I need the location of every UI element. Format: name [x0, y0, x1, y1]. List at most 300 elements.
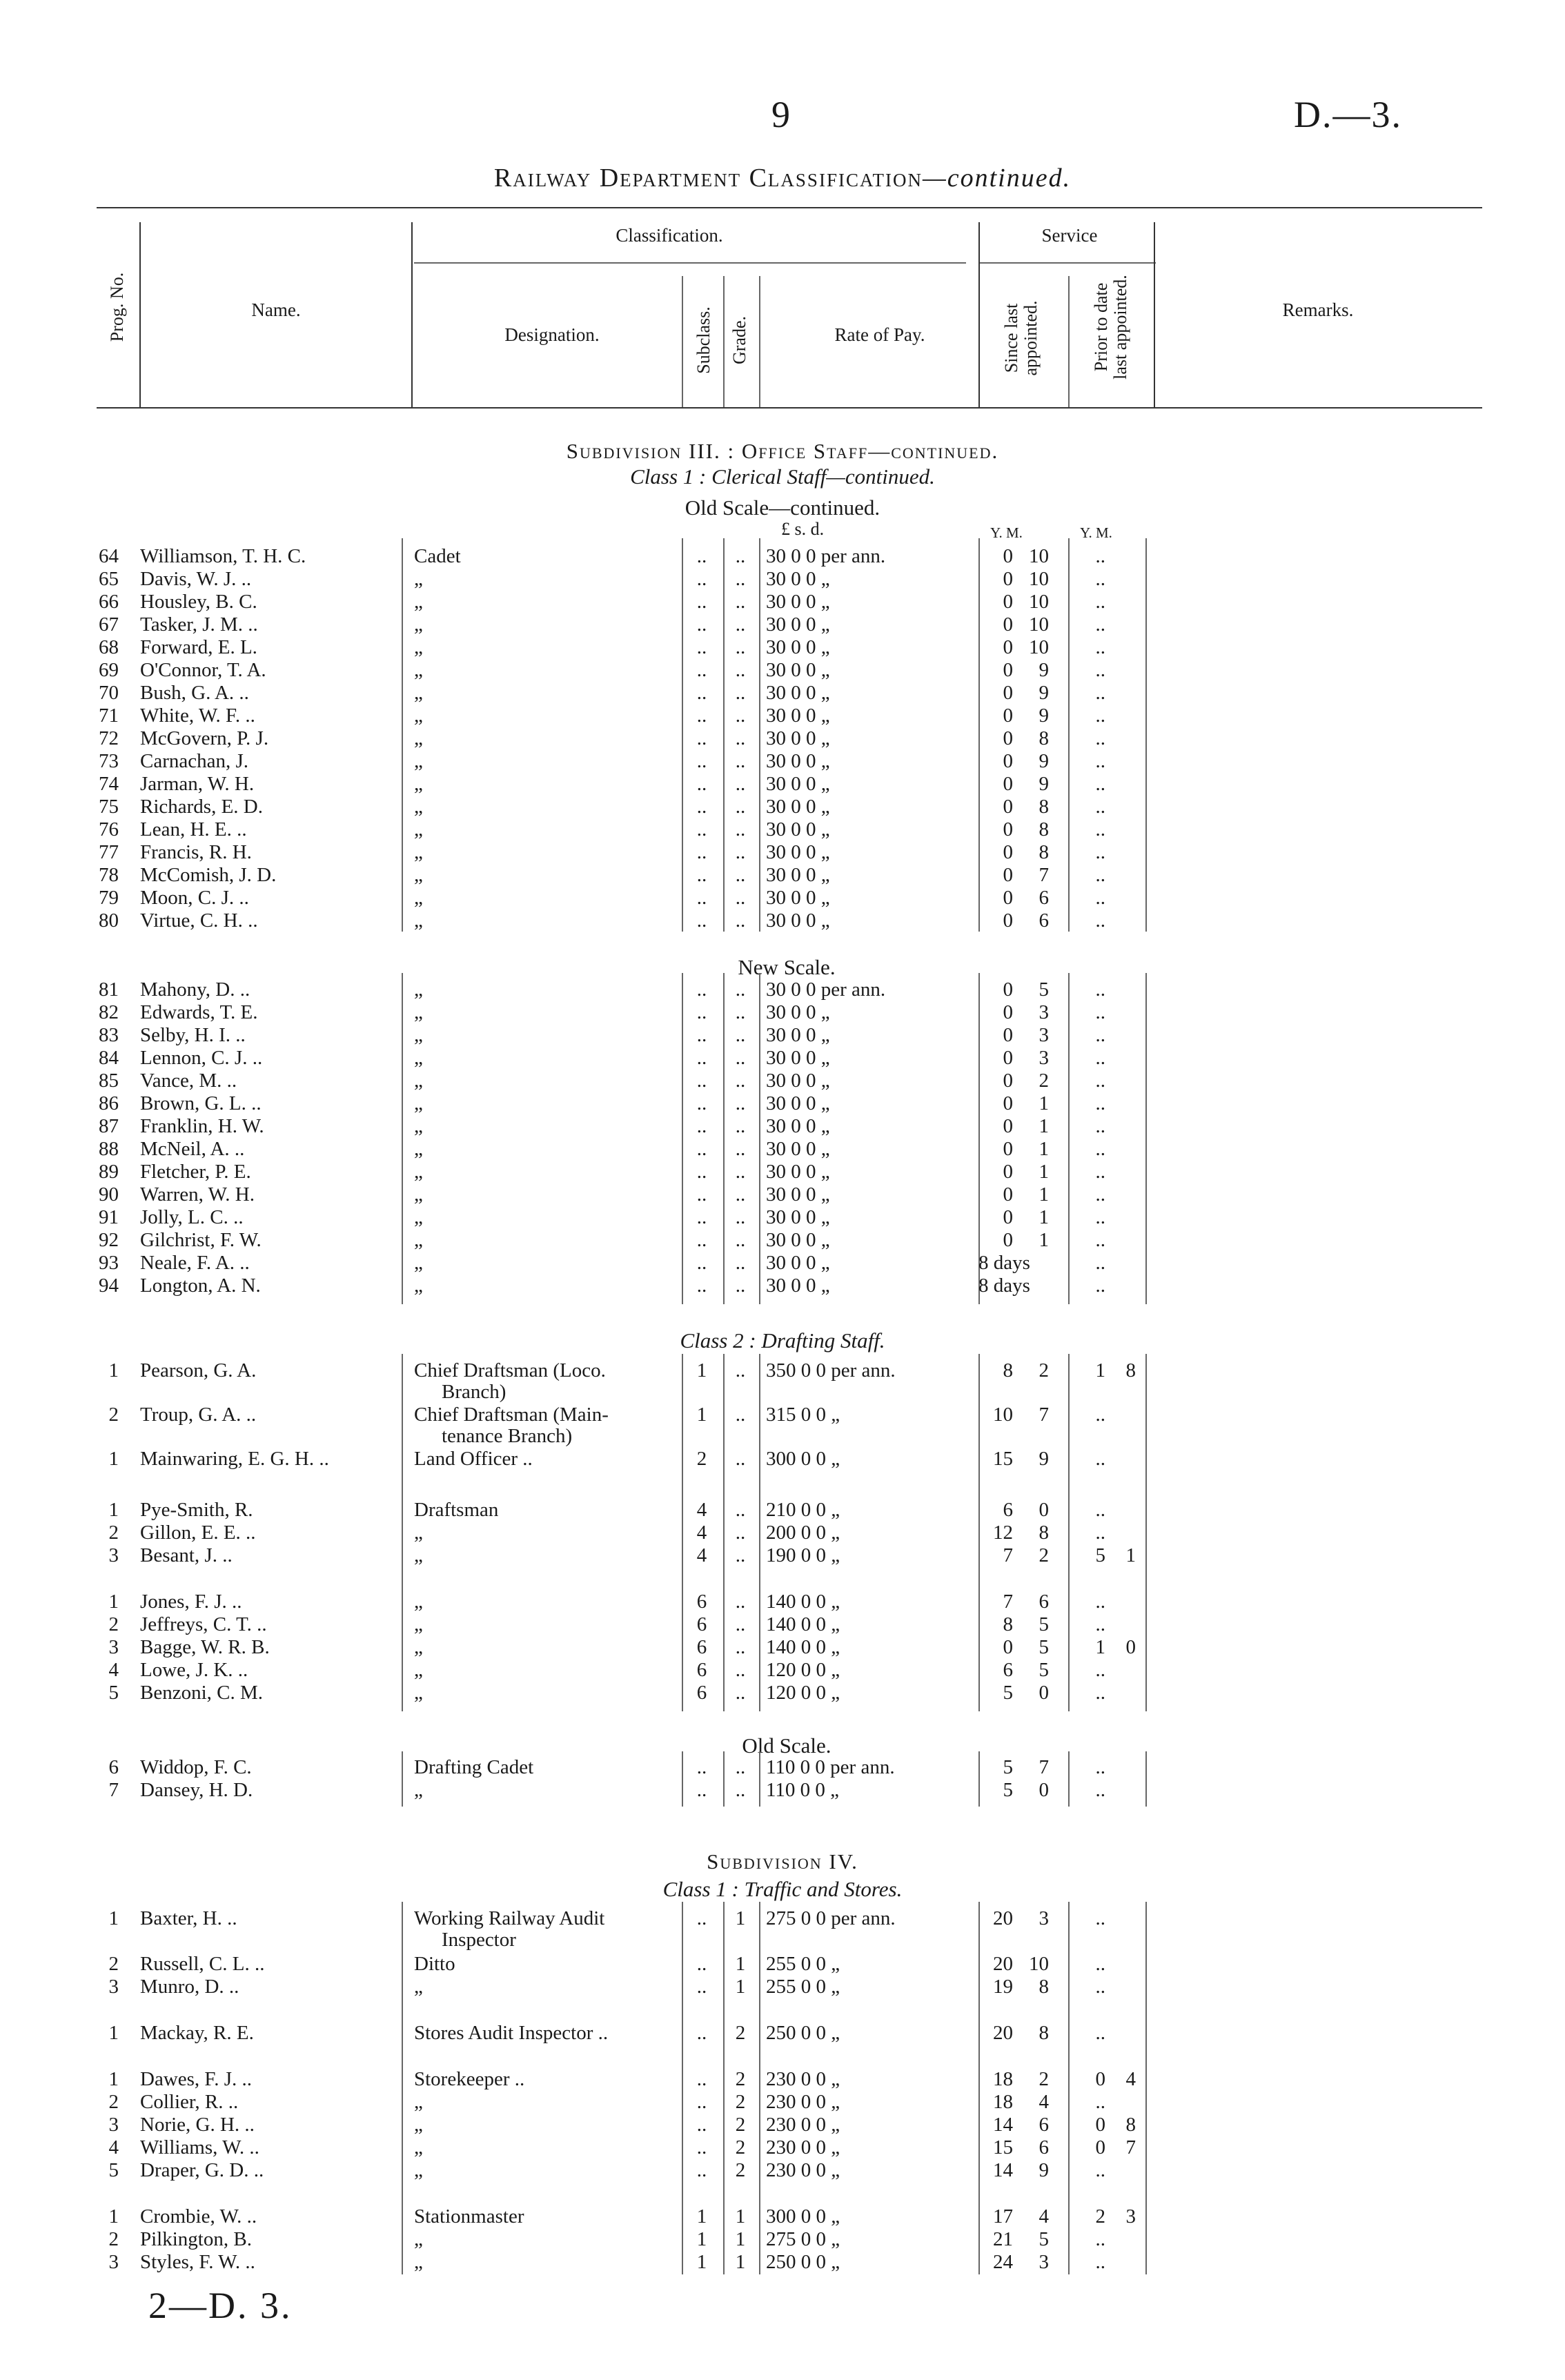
cell-name: Dawes, F. J. .. — [140, 2068, 253, 2090]
cell-name: Williams, W. .. — [140, 2136, 259, 2158]
cell-grade: .. — [735, 1138, 746, 1160]
col-rule-subclass — [682, 276, 683, 407]
cell-y: 14 — [993, 2159, 1013, 2181]
cell-pay: 275 0 0 per ann. — [766, 1907, 896, 1929]
cell-y: 14 — [993, 2114, 1013, 2136]
cell-no: 86 — [99, 1092, 119, 1114]
header-remarks: Remarks. — [1282, 299, 1354, 320]
document-reference: D.—3. — [1294, 94, 1402, 135]
cell-y: 12 — [993, 1522, 1013, 1544]
cell-desig: „ — [414, 1092, 423, 1114]
cell-m: 6 — [1039, 909, 1049, 932]
old-scale-heading: Old Scale. — [742, 1733, 831, 1758]
cell-py: .. — [1095, 1448, 1105, 1470]
cell-y: 8 — [1003, 1359, 1013, 1381]
cell-no: 1 — [108, 1591, 119, 1613]
cell-desig: „ — [414, 1636, 423, 1658]
cell-y: 0 — [1003, 1070, 1013, 1092]
cell-py: .. — [1095, 864, 1105, 886]
title-suffix: —continued. — [922, 164, 1072, 193]
cell-grade: .. — [735, 1161, 746, 1183]
cell-pay: 30 0 0 „ — [766, 1229, 830, 1251]
header-prior-to-date: Prior to date last appointed. — [1091, 275, 1130, 380]
cell-py: 5 — [1095, 1544, 1105, 1566]
cell-sub: .. — [696, 2068, 707, 2090]
cell-grade: .. — [735, 1404, 746, 1426]
cell-sub: 2 — [696, 1448, 707, 1470]
cell-name: Besant, J. .. — [140, 1544, 233, 1566]
cell-no: 7 — [108, 1779, 119, 1801]
cell-no: 89 — [99, 1161, 119, 1183]
cell-m: 3 — [1039, 1907, 1049, 1929]
cell-desig: Cadet — [414, 545, 461, 567]
cell-m: 6 — [1039, 2114, 1049, 2136]
cell-name: Jolly, L. C. .. — [140, 1206, 244, 1228]
header-bottom-rule — [97, 407, 1482, 409]
cell-desig: Drafting Cadet — [414, 1756, 534, 1778]
cell-no: 3 — [108, 2114, 119, 2136]
cell-py: .. — [1095, 636, 1105, 658]
cell-desig: „ — [414, 613, 423, 636]
cell-desig: „ — [414, 1779, 423, 1801]
cell-pay: 300 0 0 „ — [766, 2205, 840, 2227]
cell-desig-continued: Inspector — [442, 1929, 516, 1951]
cell-no: 1 — [108, 1359, 119, 1381]
cell-sub: .. — [696, 591, 707, 613]
cell-py: .. — [1095, 2228, 1105, 2250]
cell-grade: .. — [735, 773, 746, 795]
cell-m: 0 — [1039, 1499, 1049, 1521]
cell-sub: .. — [696, 796, 707, 818]
new-scale-heading: New Scale. — [738, 955, 836, 979]
cell-name: Brown, G. L. .. — [140, 1092, 262, 1114]
cell-y: 0 — [1003, 887, 1013, 909]
cell-m: 7 — [1039, 864, 1049, 886]
cell-grade: 1 — [735, 2251, 746, 2273]
cell-py: .. — [1095, 978, 1105, 1001]
cell-grade: .. — [735, 1659, 746, 1681]
table-row — [0, 1161, 1565, 1183]
table-row — [0, 1522, 1565, 1544]
cell-grade: .. — [735, 750, 746, 772]
cell-pay: 30 0 0 „ — [766, 636, 830, 658]
cell-y: 0 — [1003, 773, 1013, 795]
cell-grade: .. — [735, 591, 746, 613]
cell-no: 83 — [99, 1024, 119, 1046]
cell-name: Gilchrist, F. W. — [140, 1229, 262, 1251]
cell-py: 2 — [1095, 2205, 1105, 2227]
cell-grade: .. — [735, 1001, 746, 1023]
cell-pay: 30 0 0 „ — [766, 909, 830, 932]
table-row — [0, 796, 1565, 818]
cell-name: Pilkington, B. — [140, 2228, 252, 2250]
table-row — [0, 2068, 1565, 2091]
cell-desig: „ — [414, 705, 423, 727]
cell-desig: „ — [414, 636, 423, 658]
table-row — [0, 2022, 1565, 2045]
table-row — [0, 1682, 1565, 1704]
cell-sub: .. — [696, 1138, 707, 1160]
cell-py: 0 — [1095, 2068, 1105, 2090]
cell-name: Collier, R. .. — [140, 2091, 239, 2113]
cell-m: 10 — [1029, 1953, 1049, 1975]
cell-pay: 30 0 0 „ — [766, 1024, 830, 1046]
header-name: Name. — [251, 299, 301, 320]
page-number: 9 — [771, 94, 790, 135]
col-rule-remarks — [1154, 222, 1155, 407]
cell-pay: 255 0 0 „ — [766, 1976, 840, 1998]
cell-no: 2 — [108, 1613, 119, 1635]
cell-pay: 30 0 0 „ — [766, 613, 830, 636]
cell-grade: .. — [735, 1544, 746, 1566]
cell-name: Jeffreys, C. T. .. — [140, 1613, 267, 1635]
cell-py: .. — [1095, 909, 1105, 932]
cell-pay: 30 0 0 „ — [766, 841, 830, 863]
table-row — [0, 545, 1565, 568]
table-row — [0, 1756, 1565, 1779]
cell-sub: .. — [696, 659, 707, 681]
cell-y: 0 — [1003, 978, 1013, 1001]
cell-y: 6 — [1003, 1499, 1013, 1521]
old-scale-continued-heading: Old Scale—continued. — [685, 495, 880, 520]
cell-pay: 250 0 0 „ — [766, 2251, 840, 2273]
cell-sub: .. — [696, 978, 707, 1001]
cell-grade: 2 — [735, 2159, 746, 2181]
cell-sub: 1 — [696, 2205, 707, 2227]
table-row — [0, 1229, 1565, 1252]
cell-py: .. — [1095, 887, 1105, 909]
cell-sub: .. — [696, 773, 707, 795]
table-row — [0, 1138, 1565, 1161]
cell-sub: .. — [696, 1229, 707, 1251]
cell-grade: 1 — [735, 2228, 746, 2250]
cell-sub: .. — [696, 1953, 707, 1975]
cell-no: 3 — [108, 1544, 119, 1566]
cell-desig-continued: tenance Branch) — [442, 1425, 573, 1447]
cell-py: .. — [1095, 1252, 1105, 1274]
cell-m: 1 — [1039, 1206, 1049, 1228]
cell-desig: „ — [414, 818, 423, 840]
col-rule-pay — [759, 276, 760, 407]
cell-sub: .. — [696, 1907, 707, 1929]
cell-desig: „ — [414, 1591, 423, 1613]
cell-py: .. — [1095, 818, 1105, 840]
cell-sub: .. — [696, 2136, 707, 2158]
cell-pay: 210 0 0 „ — [766, 1499, 840, 1521]
cell-no: 3 — [108, 1636, 119, 1658]
cell-py: 1 — [1095, 1359, 1105, 1381]
cell-grade: .. — [735, 682, 746, 704]
cell-m: 10 — [1029, 568, 1049, 590]
table-row — [0, 1907, 1565, 1930]
cell-grade: .. — [735, 568, 746, 590]
cell-pay: 30 0 0 „ — [766, 1115, 830, 1137]
cell-y: 20 — [993, 1953, 1013, 1975]
cell-pay: 30 0 0 „ — [766, 1275, 830, 1297]
cell-py: .. — [1095, 1591, 1105, 1613]
cell-grade: 1 — [735, 1953, 746, 1975]
cell-no: 4 — [108, 1659, 119, 1681]
cell-sub: .. — [696, 1024, 707, 1046]
cell-no: 2 — [108, 2091, 119, 2113]
cell-y: 0 — [1003, 568, 1013, 590]
cell-name: Francis, R. H. — [140, 841, 252, 863]
cell-py: .. — [1095, 1206, 1105, 1228]
cell-desig: „ — [414, 750, 423, 772]
service-rule — [980, 262, 1156, 264]
cell-pay: 275 0 0 „ — [766, 2228, 840, 2250]
cell-pay: 30 0 0 „ — [766, 818, 830, 840]
cell-no: 78 — [99, 864, 119, 886]
cell-y: 8 — [1003, 1613, 1013, 1635]
cell-grade: .. — [735, 796, 746, 818]
cell-no: 70 — [99, 682, 119, 704]
cell-grade: .. — [735, 1024, 746, 1046]
cell-sub: 6 — [696, 1636, 707, 1658]
cell-m: 8 — [1039, 841, 1049, 863]
cell-desig: „ — [414, 682, 423, 704]
cell-m: 1 — [1039, 1115, 1049, 1137]
cell-name: Baxter, H. .. — [140, 1907, 237, 1929]
cell-grade: .. — [735, 705, 746, 727]
cell-sub: .. — [696, 818, 707, 840]
cell-m: 0 — [1039, 1779, 1049, 1801]
cell-pay: 30 0 0 „ — [766, 1138, 830, 1160]
cell-py: .. — [1095, 750, 1105, 772]
cell-pay: 230 0 0 „ — [766, 2136, 840, 2158]
cell-no: 84 — [99, 1047, 119, 1069]
cell-desig: „ — [414, 2136, 423, 2158]
cell-desig: „ — [414, 864, 423, 886]
cell-m: 10 — [1029, 636, 1049, 658]
cell-m: 2 — [1039, 1070, 1049, 1092]
cell-desig: „ — [414, 887, 423, 909]
cell-grade: 2 — [735, 2091, 746, 2113]
cell-grade: .. — [735, 1613, 746, 1635]
col-rule-designation — [411, 222, 413, 407]
cell-desig: „ — [414, 1183, 423, 1206]
cell-sub: .. — [696, 1976, 707, 1998]
cell-sub: .. — [696, 705, 707, 727]
cell-py: .. — [1095, 796, 1105, 818]
cell-m: 8 — [1039, 2022, 1049, 2044]
cell-y: 17 — [993, 2205, 1013, 2227]
cell-pay: 30 0 0 „ — [766, 1206, 830, 1228]
cell-pay: 190 0 0 „ — [766, 1544, 840, 1566]
table-row — [0, 1024, 1565, 1047]
cell-grade: 2 — [735, 2114, 746, 2136]
cell-pm: 8 — [1125, 2114, 1136, 2136]
table-row — [0, 1359, 1565, 1382]
cell-y: 0 — [1003, 1183, 1013, 1206]
cell-grade: .. — [735, 1275, 746, 1297]
cell-grade: .. — [735, 1499, 746, 1521]
table-row — [0, 909, 1565, 932]
cell-grade: .. — [735, 1448, 746, 1470]
cell-no: 67 — [99, 613, 119, 636]
cell-y: 18 — [993, 2091, 1013, 2113]
cell-sub: 4 — [696, 1544, 707, 1566]
cell-pay: 30 0 0 „ — [766, 1047, 830, 1069]
cell-m: 5 — [1039, 978, 1049, 1001]
cell-name: Styles, F. W. .. — [140, 2251, 255, 2273]
cell-grade: .. — [735, 1047, 746, 1069]
cell-grade: .. — [735, 978, 746, 1001]
ym-heading-since: Y. M. — [990, 524, 1023, 541]
cell-sub: .. — [696, 1047, 707, 1069]
cell-py: .. — [1095, 1659, 1105, 1681]
cell-desig: „ — [414, 841, 423, 863]
cell-desig: „ — [414, 1682, 423, 1704]
cell-y: 0 — [1003, 818, 1013, 840]
cell-no: 79 — [99, 887, 119, 909]
cell-m: 5 — [1039, 1659, 1049, 1681]
cell-sub: .. — [696, 1183, 707, 1206]
cell-desig: Land Officer .. — [414, 1448, 533, 1470]
cell-pay: 350 0 0 per ann. — [766, 1359, 896, 1381]
table-row — [0, 864, 1565, 887]
cell-pay: 30 0 0 „ — [766, 659, 830, 681]
cell-no: 82 — [99, 1001, 119, 1023]
table-row — [0, 2228, 1565, 2251]
cell-name: Carnachan, J. — [140, 750, 249, 772]
cell-y: 15 — [993, 2136, 1013, 2158]
cell-desig: „ — [414, 1047, 423, 1069]
cell-py: .. — [1095, 773, 1105, 795]
cell-no: 1 — [108, 1448, 119, 1470]
cell-desig: „ — [414, 1275, 423, 1297]
cell-y: 8 days — [978, 1275, 1030, 1297]
cell-desig: Ditto — [414, 1953, 455, 1975]
cell-no: 1 — [108, 1499, 119, 1521]
cell-desig: „ — [414, 1206, 423, 1228]
cell-desig: Chief Draftsman (Loco. — [414, 1359, 606, 1381]
cell-py: .. — [1095, 1183, 1105, 1206]
cell-sub: .. — [696, 682, 707, 704]
cell-m: 3 — [1039, 1047, 1049, 1069]
cell-pay: 30 0 0 „ — [766, 705, 830, 727]
table-row — [0, 2136, 1565, 2159]
cell-grade: .. — [735, 864, 746, 886]
cell-y: 19 — [993, 1976, 1013, 1998]
cell-no: 71 — [99, 705, 119, 727]
table-row — [0, 1001, 1565, 1024]
cell-sub: .. — [696, 1070, 707, 1092]
cell-sub: .. — [696, 1115, 707, 1137]
cell-pay: 230 0 0 „ — [766, 2091, 840, 2113]
cell-sub: .. — [696, 727, 707, 749]
cell-name: Gillon, E. E. .. — [140, 1522, 256, 1544]
cell-m: 1 — [1039, 1183, 1049, 1206]
cell-sub: .. — [696, 568, 707, 590]
cell-desig: „ — [414, 1229, 423, 1251]
cell-grade: .. — [735, 1229, 746, 1251]
cell-desig: „ — [414, 2251, 423, 2273]
cell-m: 9 — [1039, 682, 1049, 704]
cell-py: .. — [1095, 1976, 1105, 1998]
cell-desig: Stationmaster — [414, 2205, 524, 2227]
col-rule-service — [978, 222, 980, 407]
cell-py: .. — [1095, 1001, 1105, 1023]
cell-no: 80 — [99, 909, 119, 932]
cell-pm: 1 — [1125, 1544, 1136, 1566]
cell-name: Forward, E. L. — [140, 636, 257, 658]
cell-pay: 30 0 0 „ — [766, 887, 830, 909]
cell-py: .. — [1095, 705, 1105, 727]
table-row-continuation — [0, 1929, 1565, 1951]
cell-name: Edwards, T. E. — [140, 1001, 258, 1023]
cell-desig: „ — [414, 1115, 423, 1137]
cell-y: 5 — [1003, 1756, 1013, 1778]
cell-py: .. — [1095, 1024, 1105, 1046]
table-row — [0, 1613, 1565, 1636]
cell-py: .. — [1095, 1070, 1105, 1092]
cell-sub: .. — [696, 1092, 707, 1114]
cell-desig: „ — [414, 1252, 423, 1274]
table-row-continuation — [0, 1381, 1565, 1404]
cell-y: 0 — [1003, 864, 1013, 886]
cell-grade: .. — [735, 1756, 746, 1778]
cell-pay: 140 0 0 „ — [766, 1591, 840, 1613]
cell-grade: .. — [735, 1359, 746, 1381]
cell-no: 2 — [108, 2228, 119, 2250]
cell-grade: .. — [735, 841, 746, 863]
cell-desig: „ — [414, 2228, 423, 2250]
table-row — [0, 818, 1565, 841]
cell-py: .. — [1095, 1779, 1105, 1801]
cell-py: .. — [1095, 1756, 1105, 1778]
cell-name: Franklin, H. W. — [140, 1115, 264, 1137]
cell-y: 0 — [1003, 1092, 1013, 1114]
cell-sub: .. — [696, 841, 707, 863]
cell-pm: 8 — [1125, 1359, 1136, 1381]
cell-no: 75 — [99, 796, 119, 818]
cell-no: 74 — [99, 773, 119, 795]
table-row — [0, 1252, 1565, 1275]
header-service: Service — [1041, 225, 1098, 246]
cell-name: Dansey, H. D. — [140, 1779, 253, 1801]
cell-no: 72 — [99, 727, 119, 749]
table-row — [0, 1779, 1565, 1802]
cell-m: 8 — [1039, 818, 1049, 840]
cell-name: Troup, G. A. .. — [140, 1404, 257, 1426]
cell-sub: .. — [696, 887, 707, 909]
cell-pay: 30 0 0 „ — [766, 750, 830, 772]
cell-pay: 120 0 0 „ — [766, 1682, 840, 1704]
cell-py: .. — [1095, 545, 1105, 567]
cell-py: .. — [1095, 1115, 1105, 1137]
cell-desig: „ — [414, 978, 423, 1001]
cell-y: 0 — [1003, 1001, 1013, 1023]
cell-desig: „ — [414, 2159, 423, 2181]
cell-py: .. — [1095, 1907, 1105, 1929]
cell-py: 0 — [1095, 2114, 1105, 2136]
col-rule-prior — [1068, 276, 1070, 407]
cell-desig: „ — [414, 2091, 423, 2113]
cell-y: 0 — [1003, 705, 1013, 727]
cell-grade: 2 — [735, 2022, 746, 2044]
cell-y: 0 — [1003, 659, 1013, 681]
cell-y: 5 — [1003, 1682, 1013, 1704]
cell-no: 73 — [99, 750, 119, 772]
cell-py: .. — [1095, 1682, 1105, 1704]
cell-y: 6 — [1003, 1659, 1013, 1681]
cell-py: .. — [1095, 1613, 1105, 1635]
table-row — [0, 773, 1565, 796]
cell-sub: .. — [696, 1779, 707, 1801]
cell-name: Longton, A. N. — [140, 1275, 261, 1297]
cell-y: 0 — [1003, 545, 1013, 567]
